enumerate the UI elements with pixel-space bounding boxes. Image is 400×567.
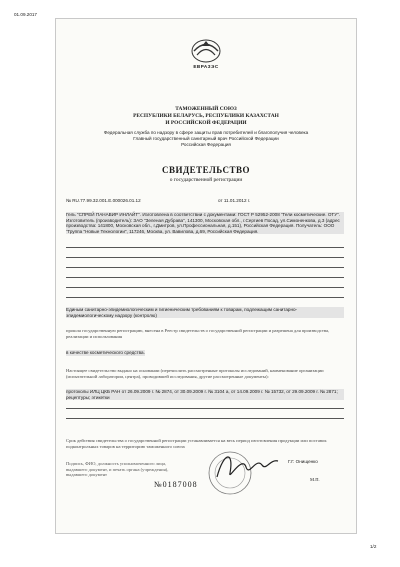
header-countries: РЕСПУБЛИКИ БЕЛАРУСЬ, РЕСПУБЛИКИ КАЗАХСТАН (133, 113, 279, 119)
registration-date: 11.01.2012 г. (223, 198, 251, 203)
number-prefix: № (66, 198, 71, 203)
page-number: 1/2 (370, 544, 377, 549)
serial-number: 0187008 (162, 480, 198, 489)
header-country-name: Российская Федерация (181, 142, 231, 147)
basis-intro: Настоящее свидетельство выдано на основании (перечислить рассмотренные протоколы исследований, наименование организации (испытательной лаборатории, центра), проводившей исследования, другие рассмотренные документы): (66, 368, 324, 379)
ruled-line (66, 247, 344, 248)
document-subtitle: о государственной регистрации (169, 177, 243, 183)
header-service: Федеральная служба по надзору в сфере защиты прав потребителей и благополучия человека (103, 130, 309, 135)
signer-name: Г.Г. Онищенко (288, 459, 318, 464)
header-country2: И РОССИЙСКОЙ ФЕДЕРАЦИИ (165, 120, 247, 126)
serial-prefix: № (154, 480, 163, 489)
ruled-line (66, 408, 344, 409)
registration-number: RU.77.99.32.001.E.000026.01.12 (72, 198, 141, 203)
header-doctor: Главный государственный санитарный врач Российской Федерации (133, 136, 279, 141)
ruled-line (66, 257, 344, 258)
emblem-abbr: ЕВРАЗЭС (193, 64, 219, 69)
validity-text: Срок действия свидетельства о государственной регистрации устанавливается на весь период изготовления продукции или поставок подконтрольных товаров на территорию таможенного союза (66, 438, 327, 449)
ruled-line (66, 287, 344, 288)
use-text: в качестве косметического средства. (66, 350, 145, 355)
ruled-line (66, 267, 344, 268)
stamp-label: М.П. (310, 477, 320, 482)
date-prefix: от (218, 198, 223, 203)
ruled-line (66, 418, 344, 419)
registry-text: прошла государственную регистрацию, внесена в Реестр свидетельств о государственной регистрации и разрешена для производства, реализации и использования (66, 328, 330, 339)
print-date: 01.09.2017 (14, 12, 37, 17)
requirements-text: Единым санитарно-эпидемиологическим и гигиеническим требованиям к товарам, подлежащим санитарно-эпидемиологическому надзору (контролю) (66, 307, 344, 318)
handwritten-signature (212, 447, 282, 487)
ruled-line (66, 277, 344, 278)
certificate-sheet (55, 18, 357, 534)
product-description: Гель "СПРЕЙ ПАНАВИР ИНЛАЙТ". Изготовлена в соответствии с документами: ГОСТ Р 52952-2008 "Гели косметические. ОТУ". Изготовитель (производитель): ЗАО "Зеленая Дубрава", 141300, Московская обл., г.Сергиев Посад, ул.Симоненкова, д.3 (адрес производства: 141800, Московская обл., г.Дмитров, ул.Профессиональная, д.151), Российская Федерация. Получатель: ООО "Группа "Новые Технологии", 117246, Москва, ул. Вавилова, д.69, Российская Федерация. (66, 212, 344, 234)
ruled-line (66, 297, 344, 298)
header-union: ТАМОЖЕННЫЙ СОЮЗ (175, 106, 237, 112)
basis-text: протоколы ИЛЦ ЦКБ РАН от 26.09.2009 г. № 2874, от 30.09.2009 г. № 3104 а, от 14.09.2009 г. № 15732, от 29.09.2009 г. № 2871; рецептуры; этикетки (66, 389, 344, 400)
signature-caption: Подпись, ФИО, должность уполномоченного лица, выдавшего документ, и печать органа (учреждения), выдавшего документ (66, 461, 169, 478)
document-title: СВИДЕТЕЛЬСТВО (161, 165, 251, 175)
